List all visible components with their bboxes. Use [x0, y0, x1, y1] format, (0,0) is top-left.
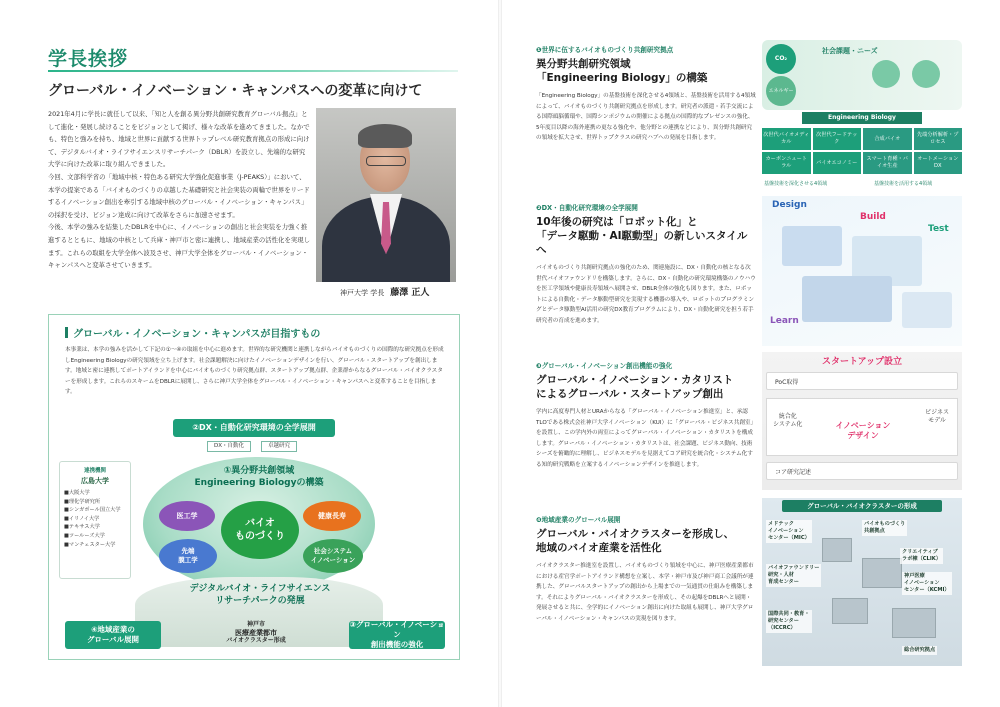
facility-label: 神戸医療 イノベーション センター（KCMI）	[904, 573, 950, 593]
vision-diagram	[55, 417, 453, 655]
greeting-paragraph: 2021年4月に学長に就任して以来、「知と人を創る異分野共創研究教育グローバル拠点」として進化・発展し続けることをビジョンとして掲げ、様々な改革を進めてきました。なかでも、特色と強みを持ち、地域と世界に貢献する世界トップレベル研究教育拠点の形成に向けて、デジタルバイオ・ライフサイエンスリサーチパーク（DBLR）を設立し、先端的な研究大学に向けた改革に取り組んできました。	[48, 110, 310, 169]
partner-item: ■マンチェスター大学	[64, 541, 116, 548]
facility-label: 国際共同・教育・ 研究センター （ICCRC）	[768, 611, 810, 631]
engineering-biology-title	[175, 465, 343, 489]
facility-label: クリエイティブ ラボ棟（CLIK）	[902, 549, 942, 562]
center-line: イノベーション	[835, 421, 891, 430]
heading-line: 10年後の研究は「ロボット化」と	[536, 216, 698, 228]
greeting-text	[48, 108, 310, 272]
corner-line: グローバル展開	[86, 635, 140, 644]
field-cell: オートメーションDX	[914, 152, 963, 174]
startup-heading: スタートアップ設立	[821, 357, 903, 367]
section-tag: ❶世界に伍するバイオものづくり共創研究拠点	[536, 46, 674, 54]
research-park-title	[165, 583, 355, 607]
design-room	[782, 226, 842, 266]
innovation-design-panel	[766, 398, 958, 456]
kobe-cluster-label	[219, 621, 293, 645]
facility-label: メドテック イノベーション センター（MIC）	[768, 521, 810, 541]
innovation-design-label	[823, 421, 903, 441]
photo-caption	[340, 285, 429, 298]
city-line: デジタルバイオ・ライフサイエンス	[189, 584, 331, 594]
section-heading	[536, 373, 756, 401]
greeting-paragraph: 今回、文部科学省の「地域中核・特色ある研究大学強化促進事業（J-PEAKS）」において、本学の提案である「バイオものづくりの卓越した基礎研究と社会実装の両輪で世界をリードするイノベーション創出を牽引する地域中核のグローバル・イノベーション・キャンパス」の採択を受け、ビジョン達成に向けて改革をさらに加速させます。	[48, 172, 310, 219]
caption-apply: 基盤技術を活用する4領域	[874, 181, 933, 187]
bubble-line: 社会システム	[313, 547, 353, 555]
engineering-biology-figure	[762, 40, 962, 192]
needs-label: 社会課題・ニーズ	[822, 47, 878, 55]
design-label: Design	[772, 200, 807, 210]
heading-line: 「データ駆動・AI駆動型」の新しいスタイルへ	[536, 230, 748, 256]
field-cell: 先端分析解析・プロセス	[914, 128, 963, 150]
page-title: 学長挨拶	[48, 48, 129, 70]
test-room	[902, 292, 952, 328]
bubble-medical-engineering: 医工学	[159, 501, 215, 531]
bubble-line: イノベーション	[310, 556, 356, 564]
build-label: Build	[860, 212, 886, 222]
poc-row	[766, 372, 958, 390]
bubble-line: ものづくり	[235, 531, 285, 542]
core-title-line: ①異分野共創領域	[223, 466, 295, 476]
page-subtitle: グローバル・イノベーション・キャンパスへの変革に向けて	[48, 83, 423, 99]
dx-band: ②DX・自動化研究環境の全学展開	[173, 419, 335, 437]
facility-label: バイオファウンドリー 研究・人材 育成センター	[768, 565, 820, 585]
partner-institutions	[59, 461, 131, 579]
building	[822, 538, 852, 562]
health-icon	[912, 60, 940, 88]
caption-deepen: 基盤技術を深化させる4領域	[764, 181, 828, 187]
heading-line: グローバル・バイオクラスターを形成し、	[536, 528, 735, 540]
greeting-paragraph: 今後、本学の強みを結集したDBLRを中心に、イノベーションの創出と社会実装を力強く推進するとともに、地域の中核として兵庫・神戸市と密に連携し、地域産業の活性化を実現します。これらの取組を大学全体へ波及させ、神戸大学全体をグローバル・イノベーション・キャンパスへと変革させていきます。	[48, 223, 311, 270]
partner-item: ■シンガポール国立大学	[64, 507, 121, 514]
bubble-social-system	[303, 539, 363, 573]
bubble-line: 膜工学	[178, 556, 198, 564]
facility-label: 総合研究拠点	[904, 647, 936, 653]
partner-item: ■理化学研究所	[64, 498, 101, 505]
partner-item: ■イリノイ大学	[64, 515, 100, 522]
section-4	[536, 514, 756, 625]
field-cell: バイオエコノミー	[813, 152, 862, 174]
cluster-title-bar: グローバル・バイオクラスターの形成	[782, 500, 942, 512]
heading-line: によるグローバル・スタートアップ創出	[536, 388, 724, 400]
section-tag: ❷DX・自動化研究環境の全学展開	[536, 204, 638, 212]
learn-label: Learn	[770, 316, 799, 326]
section-heading	[536, 57, 756, 85]
field-cell: 合成バイオ	[863, 128, 912, 150]
innovation-design-figure	[762, 352, 962, 490]
global-innovation-box	[349, 621, 445, 649]
facility-label: バイオものづくり 共創拠点	[864, 521, 906, 534]
field-grid	[762, 128, 962, 174]
caption-name: 藤澤 正人	[390, 288, 430, 298]
partner-hub: 広島大学	[81, 477, 109, 485]
bubble-line: バイオ	[245, 518, 275, 529]
caption-role: 神戸大学 学長	[340, 289, 385, 297]
section-tag: ❹地域産業のグローバル展開	[536, 516, 621, 524]
section-3	[536, 360, 756, 471]
title-rule	[48, 70, 458, 72]
city-line: リサーチパークの発展	[215, 596, 305, 606]
bio-cluster-figure	[762, 498, 962, 666]
section-2	[536, 202, 756, 327]
field-cell: スマート育種・バイオ生産	[863, 152, 912, 174]
partner-item: ■テキサス大学	[64, 524, 100, 531]
heading-line: 異分野共創研究領域	[536, 58, 631, 70]
right-page	[500, 0, 1000, 707]
dx-tag: DX・自動化	[207, 441, 251, 452]
lab-room	[802, 276, 892, 322]
corner-line: ③グローバル・イノベーション	[349, 620, 445, 639]
section-heading	[536, 527, 756, 555]
research-tag: 卓越研究	[261, 441, 297, 452]
building	[832, 598, 868, 624]
president-photo	[316, 108, 456, 282]
vision-box-text: 本事業は、本学の強みを活かして下記の①～④の取組を中心に進めます。世界的な研究機関と連携しながらバイオものづくりの国際的な研究拠点を形成しEngineering Biologyの研究領域を立ち上げます。社会課題解決に向けたイノベーションデザインを行い、グローバル・スタートアップを創出します。地域と密に連携してポートアイランドを中心にバイオものづくり研究拠点群、スタートアップ拠点群、企業群からなるグローバル・バイオクラスターを形成します。これらのスキームをDBLRに展開し、さらに神戸大学全体をグローバル・イノベーション・キャンパスへと変革することを目指します。	[65, 347, 444, 396]
co2-icon: CO₂	[766, 44, 796, 74]
kobe-line: バイオクラスター形成	[226, 637, 286, 644]
section-text: バイオものづくり共創研究拠点の強化のため、関連施設に、DX・自動化の核となる次世代バイオファウンドリを構築します。さらに、DX・自動化の研究環境構築のノウハウを医工学領域や健康長寿領域へ展開させ、DBLR全体の強化も図ります。また、ロボットによる自動化・データ駆動型研究を実現する機器の導入や、ロボットのプログラミングとデータ駆動型AI活用の研究DX教育プログラムにより、DX・自動化研究を担う若手研究者の育成を進めます。	[536, 265, 756, 324]
bubble-line: 先端	[181, 547, 195, 555]
corner-line: 創出機能の強化	[370, 640, 424, 649]
corner-line: ④地域産業の	[91, 625, 135, 634]
core-research-row	[766, 462, 958, 480]
vision-box	[48, 314, 460, 660]
partner-item: ■大阪大学	[64, 490, 90, 496]
kobe-line: 医療産業都市	[235, 629, 277, 637]
core-research-label: コア研究記述	[775, 469, 812, 476]
bubble-healthy-longevity: 健康長寿	[303, 501, 361, 531]
poc-label: PoC取得	[775, 379, 799, 386]
core-title-line: Engineering Biologyの構築	[194, 478, 324, 488]
center-line: デザイン	[847, 431, 879, 440]
bubble-bio-manufacturing	[221, 501, 299, 559]
building	[892, 608, 936, 638]
heading-line: グローバル・イノベーション・カタリスト	[536, 374, 734, 386]
section-text: 学内に高度専門人材とURAからなる「グローバル・イノベーション推進室」と、承認TLOである株式会社神戸大学イノベーション（KUI）に「グローバル・ビジネス共創室」を設置し、この学内外の両室によってグローバル・イノベーション・カタリストを構成します。グローバル・イノベーション・カタリストは、社会課題、ビジネス動向、技術シーズを俯瞰的に理解し、ビジネスモデルを見据えてコア研究を統合化・システム化する知的研究戦略を立案するイノベーションデザインを推進します。	[536, 409, 754, 468]
integration-label: 統合化 システム化	[773, 413, 803, 428]
vision-box-heading: グローバル・イノベーション・キャンパスが目指すもの	[65, 325, 320, 340]
partner-item: ■ツールーズ大学	[64, 532, 105, 539]
people-icon	[872, 60, 900, 88]
dbtl-lab-figure	[762, 196, 962, 346]
test-label: Test	[928, 224, 949, 234]
heading-line: 「Engineering Biology」の構築	[536, 72, 708, 84]
business-model-label: ビジネス モデル	[925, 409, 949, 424]
section-1	[536, 44, 756, 144]
partners-heading: 連携機関	[83, 468, 106, 474]
section-tag: ❸グローバル・イノベーション創出機能の強化	[536, 362, 673, 370]
section-text: バイオクラスター推進室を設置し、バイオものづくり領域を中心に、神戸医療産業都市における産官学ポートアイランド構想を立案し、本学・神戸市及び神戸商工会議所が連携した、グローバルスタートアップの創出から上場までの一気通貫の仕組みを構築します。それによりグローバル・バイオクラスターを形成し、その起爆をDBLRへと展開・発展させると共に、全学的にイノベーション創出に向けた取組も展開し、神戸大学グローバル・イノベーション・キャンパスの実現を図ります。	[536, 563, 754, 622]
field-cell: 次世代バイオメディカル	[762, 128, 811, 150]
engineering-biology-bar: Engineering Biology	[802, 112, 922, 124]
kobe-line: 神戸市	[246, 621, 265, 628]
section-heading	[536, 215, 756, 257]
building	[862, 558, 902, 588]
field-cell: カーボンニュートラル	[762, 152, 811, 174]
regional-industry-box	[65, 621, 161, 649]
energy-icon: エネルギー	[766, 76, 796, 106]
section-text: 「Engineering Biology」の基盤技術を深化させる4領域と、基盤技術を活用する4領域によって、バイオものづくり共創研究拠点を形成します。研究者の派遣・若手交流による国際頭脳循環や、国際シンポジウムの開催による拠点の国際的なプレゼンスの強化、5年度目以降の海外連携の更なる強化や、他分野との連携などにより、異分野共創研究の領域を拡大させ、世界トップクラスの研究ハブへの発展を目指します。	[536, 93, 756, 142]
heading-line: 地域のバイオ産業を活性化	[536, 542, 662, 554]
bubble-membrane-engineering	[159, 539, 217, 573]
field-cell: 次世代フードテック	[813, 128, 862, 150]
